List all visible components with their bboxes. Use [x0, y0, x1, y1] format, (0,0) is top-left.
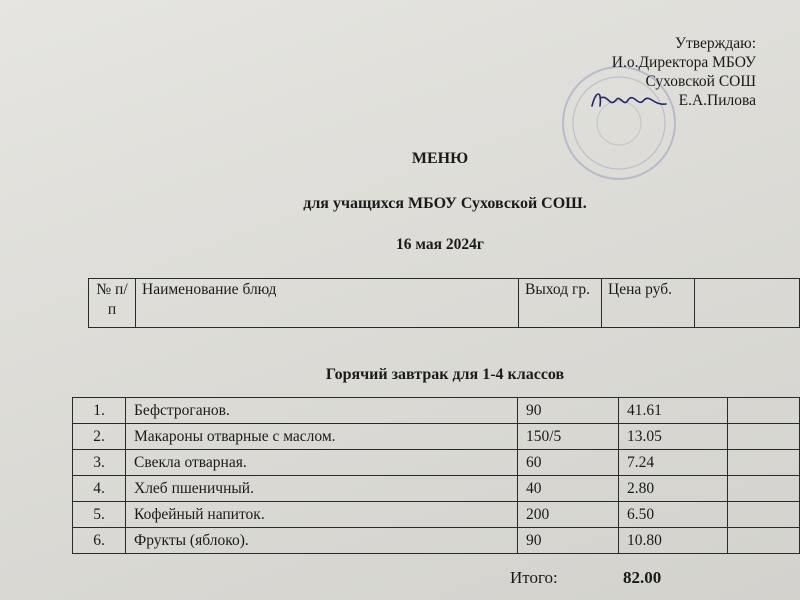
item-name: Фрукты (яблоко).: [126, 528, 518, 554]
item-weight: 40: [518, 476, 619, 502]
signature-icon: [588, 86, 668, 114]
item-name: Свекла отварная.: [126, 450, 518, 476]
document-date: 16 мая 2024г: [396, 236, 484, 253]
approval-line-3: Суховской СОШ: [645, 73, 756, 90]
item-price: 10.80: [619, 528, 728, 554]
table-row: [73, 528, 800, 554]
approval-line-1: Утверждаю:: [675, 35, 756, 52]
menu-header-table: [88, 278, 800, 328]
item-empty: [728, 528, 800, 554]
item-price: 2.80: [619, 476, 728, 502]
approval-line-4: Е.А.Пилова: [678, 92, 756, 109]
item-name: Кофейный напиток.: [126, 502, 518, 528]
item-weight: 60: [518, 450, 619, 476]
item-price: 7.24: [619, 450, 728, 476]
document-subtitle: для учащихся МБОУ Суховской СОШ.: [303, 195, 587, 212]
item-name: Бефстроганов.: [126, 398, 518, 424]
header-empty: [695, 279, 800, 328]
header-num: № п/п: [89, 279, 136, 328]
item-num: 1.: [73, 398, 126, 424]
item-name: Хлеб пшеничный.: [126, 476, 518, 502]
item-weight: 200: [518, 502, 619, 528]
total-value: 82.00: [623, 568, 662, 587]
header-name: Наименование блюд: [136, 279, 519, 328]
header-price: Цена руб.: [602, 279, 695, 328]
header-weight: Выход гр.: [519, 279, 602, 328]
document-title: МЕНЮ: [411, 150, 469, 167]
item-num: 3.: [73, 450, 126, 476]
table-row: [73, 450, 800, 476]
item-weight: 90: [518, 528, 619, 554]
item-weight: 150/5: [518, 424, 619, 450]
table-row: [73, 476, 800, 502]
menu-items-table: [72, 397, 800, 554]
item-empty: [728, 424, 800, 450]
header-row: [89, 279, 800, 328]
table-row: [73, 424, 800, 450]
item-num: 2.: [73, 424, 126, 450]
table-row: [73, 398, 800, 424]
item-name: Макароны отварные с маслом.: [126, 424, 518, 450]
item-price: 13.05: [619, 424, 728, 450]
table-row: [73, 502, 800, 528]
item-weight: 90: [518, 398, 619, 424]
item-num: 5.: [73, 502, 126, 528]
item-num: 4.: [73, 476, 126, 502]
item-empty: [728, 398, 800, 424]
section-title: Горячий завтрак для 1-4 классов: [325, 366, 565, 383]
item-price: 6.50: [619, 502, 728, 528]
approval-line-2: И.о.Директора МБОУ: [611, 54, 756, 71]
total-label: Итого:: [510, 568, 558, 587]
item-num: 6.: [73, 528, 126, 554]
item-empty: [728, 476, 800, 502]
item-empty: [728, 502, 800, 528]
item-empty: [728, 450, 800, 476]
item-price: 41.61: [619, 398, 728, 424]
